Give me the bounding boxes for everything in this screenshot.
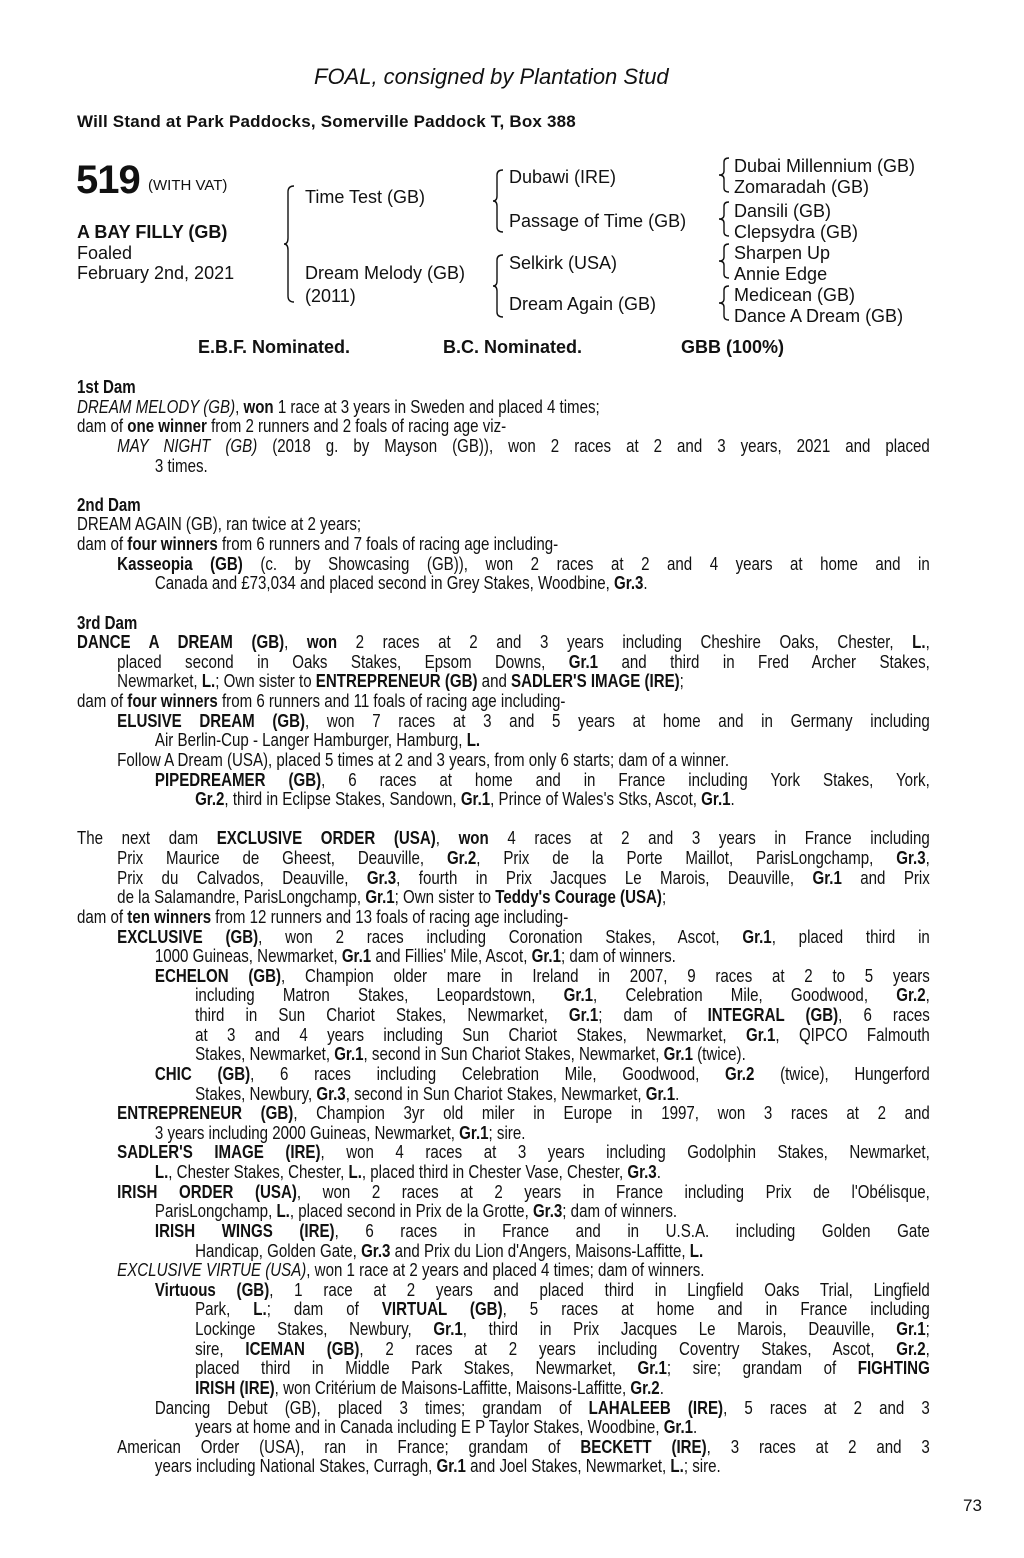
bold-text: VIRTUAL (GB) [381,1298,503,1320]
text-run: third in Sun Chariot Stakes, Newmarket, [195,1004,569,1025]
text-line [77,534,930,554]
text-run: , [925,631,930,653]
text-run: , Champion 3yr old miler in Europe in 1997, won 3 races at 2 and [293,1102,930,1124]
bold-text: Gr.1 [568,1004,599,1025]
bold-text: FIGHTING [857,1357,930,1379]
text-run: Stakes, Newbury, [195,1082,317,1104]
text-line [77,730,930,750]
text-run: , placed third in [771,925,930,947]
text-line [77,887,930,907]
bold-text: PIPEDREAMER (GB) [154,768,322,790]
text-line [77,985,930,1005]
bold-text: L. [466,729,481,751]
bold-text: LAHALEEB (IRE) [588,1396,724,1418]
text-run: Newmarket, [117,670,202,692]
pedigree-brace-1 [284,186,296,302]
text-line [77,770,930,790]
ebf-nomination: E.B.F. Nominated. [198,337,351,357]
bold-text: Virtuous (GB) [154,1278,270,1300]
bold-text: Gr.1 [365,886,395,908]
text-run: (twice). [692,1043,746,1065]
bold-text: one winner [127,415,207,437]
pedigree-brace-3b [719,201,731,237]
pedigree-sire-sire: Dubawi (IRE) [509,167,617,187]
stand-location: Will Stand at Park Paddocks, Somerville Paddock T, Box 388 [77,112,576,131]
pedigree-g3-ancestor: Clepsydra (GB) [734,222,859,242]
text-run: (twice), Hungerford [754,1062,930,1084]
text-run: Park, [195,1298,254,1320]
text-run: , 6 races including Celebration Mile, Goodwood, [250,1062,726,1084]
text-run: years at home and in Canada including E P Taylor Stakes, Woodbine, [195,1416,664,1438]
text-line [77,1339,930,1359]
pedigree-brace-3d [719,285,731,321]
text-line [77,436,930,456]
text-run: , won 4 races at 3 years including Godolphin Stakes, Newmarket, [320,1141,930,1163]
text-run: and Prix du Lion d'Angers, Maisons-Laffitte, [390,1239,690,1261]
text-run: ; Own sister to [215,670,316,692]
text-line [77,632,930,652]
text-line [77,848,930,868]
bold-text: Gr.1 [459,1121,489,1143]
text-run: ; Own sister to [394,886,496,908]
text-line [77,1025,930,1045]
bold-text: Gr.1 [812,866,842,888]
text-line [77,652,930,672]
pedigree-dam-dam: Dream Again (GB) [509,294,657,314]
text-line [77,1064,930,1084]
text-line [77,750,930,770]
bold-text: SADLER'S IMAGE (IRE) [511,670,680,692]
text-run: , [284,631,307,653]
text-run: . [675,1082,680,1104]
text-line [77,514,930,534]
text-run: Canada and £73,034 and placed second in Grey Stakes, Woodbine, [154,572,615,594]
bold-text: Gr.3 [316,1082,346,1104]
bold-text: IRISH ORDER (USA) [117,1180,297,1202]
text-run: dam of [77,415,128,437]
text-run: 3 years including 2000 Guineas, Newmarket, [154,1121,460,1143]
text-run: , Champion older mare in Ireland in 2007, 9 races at 2 to 5 years [281,964,930,986]
text-line [77,1456,930,1476]
text-run: and Prix [841,866,930,888]
text-run: 1000 Guineas, Newmarket, [154,945,342,967]
text-run: , 2 races at 2 years including Coventry Stakes, Ascot, [359,1337,897,1359]
bold-text: Gr.1 [563,984,594,1006]
text-line [77,1221,930,1241]
pedigree-brace-2b [493,255,505,317]
text-run: , second in Sun Chariot Stakes, Newmarket, [345,1082,646,1104]
bold-text: ICEMAN (GB) [245,1337,360,1359]
bold-text: ECHELON (GB) [154,964,282,986]
bold-text: Gr.1 [531,945,561,967]
text-line [77,1437,930,1457]
text-line [77,1142,930,1162]
text-line [77,1103,930,1123]
text-run: from 2 runners and 2 foals of racing age viz- [206,415,507,437]
text-line [77,907,930,927]
text-run: , 6 races [838,1004,930,1025]
text-run: ; [925,1318,930,1339]
text-run: ; sire. [488,1121,526,1143]
italic-text: MAY NIGHT (GB) [117,434,258,456]
text-run: DREAM AGAIN (GB), ran twice at 2 years; [77,513,362,535]
pedigree-g3-ancestor: Sharpen Up [734,243,831,263]
text-run: Dancing Debut (GB), placed 3 times; grandam of [154,1396,589,1418]
pedigree-dam-sire: Selkirk (USA) [509,253,618,273]
text-run: including Matron Stakes, Leopardstown, [195,984,564,1006]
text-run: from 6 runners and 7 foals of racing age including- [217,533,559,554]
vat-note: (WITH VAT) [148,177,228,194]
text-run: from 6 runners and 11 foals of racing age including- [217,690,566,711]
text-run: years including National Stakes, Curragh, [154,1455,437,1477]
text-line [77,397,930,417]
bold-text: L. [348,1161,362,1182]
text-run: The next dam [77,827,217,849]
text-run: , placed second in Prix de la Grotte, [289,1200,533,1222]
text-line [77,554,930,574]
text-line [77,1182,930,1202]
bold-text: Gr.1 [341,945,372,967]
bold-text: Gr.1 [436,1455,466,1477]
text-run: dam of [77,905,128,927]
text-line [77,573,930,593]
pedigree-g3-ancestor: Zomaradah (GB) [734,177,870,197]
bold-text: 2nd Dam [77,493,141,515]
text-run: dam of [77,690,128,711]
text-run: placed second in Oaks Stakes, Epsom Downs, [117,650,569,672]
text-run: de la Salamandre, ParisLongchamp, [117,886,366,908]
text-line [77,711,930,731]
bold-text: Gr.1 [645,1082,676,1104]
text-line [77,1123,930,1143]
pedigree-g3-ancestor: Dance A Dream (GB) [734,306,904,326]
text-run: , 5 races at home and in France including [502,1298,930,1320]
bold-text: CHIC (GB) [154,1062,251,1084]
text-run: , placed third in Chester Vase, Chester, [361,1161,628,1182]
text-run: ; dam of winners. [560,945,676,967]
text-run: dam of [77,533,128,554]
text-run: ; [661,886,667,908]
text-run: . [659,1376,664,1398]
text-line [77,1241,930,1261]
bold-text: ELUSIVE DREAM (GB) [117,709,306,731]
bold-text: Gr.1 [460,788,491,810]
text-line [77,456,930,476]
text-run: , won 2 races at 2 years in France including Prix de l'Obélisque, [296,1180,930,1202]
pedigree-brace-3a [719,157,731,193]
bold-text: Gr.3 [366,866,397,888]
text-run: Stakes, Newmarket, [195,1043,335,1065]
text-run: ParisLongchamp, [154,1200,277,1222]
catalogue-body-text [77,377,930,1476]
bold-text: Gr.2 [446,847,477,868]
bold-text: Gr.1 [637,1357,667,1379]
pedigree-dam-year: (2011) [305,286,356,306]
bold-text: BECKETT (IRE) [580,1435,707,1457]
text-run: ; sire; grandam of [666,1357,858,1379]
bold-text: 1st Dam [77,376,136,397]
bold-text: IRISH WINGS (IRE) [154,1219,335,1241]
gbb-status: GBB (100%) [681,337,785,357]
text-run: , won 1 race at 2 years and placed 4 times; dam of winners. [306,1259,705,1281]
text-run: . [643,572,648,594]
text-run: , [435,827,459,849]
text-line [77,789,930,809]
text-line [77,1005,930,1025]
text-line [77,1378,930,1398]
text-run: (c. by Showcasing (GB)), won 2 races at 2 and 4 years at home and in [242,552,930,574]
text-line [77,868,930,888]
bold-text: INTEGRAL (GB) [707,1004,839,1025]
bold-text: Gr.1 [896,1318,926,1339]
text-run: and Fillies' Mile, Ascot, [371,945,532,967]
foaled-date: February 2nd, 2021 [77,263,235,283]
text-run: 4 races at 2 and 3 years in France including [488,827,930,849]
text-line [77,927,930,947]
text-run: , fourth in Prix Jacques Le Marois, Deauville, [396,866,813,888]
pedigree-dam: Dream Melody (GB) [305,263,466,283]
bold-text: L. [253,1298,267,1320]
bold-text: EXCLUSIVE (GB) [117,925,259,947]
text-run: , 1 race at 2 years and placed third in Lingfield Oaks Trial, Lingfield [269,1278,930,1300]
bold-text: Gr.1 [568,650,599,672]
consignment-title: FOAL, consigned by Plantation Stud [314,64,669,89]
text-run: (2018 g. by Mayson (GB)), won 2 races at 2 and 3 years, 2021 and placed [257,434,930,456]
text-line [77,495,930,515]
text-run: American Order (USA), ran in France; grandam of [117,1435,581,1457]
text-run: ; sire. [683,1455,721,1477]
bold-text: L. [201,670,216,692]
text-line [77,1280,930,1300]
bc-nomination: B.C. Nominated. [443,337,583,357]
bold-text: 3rd Dam [77,611,138,633]
pedigree-g3-ancestor: Dansili (GB) [734,201,832,221]
bold-text: Teddy's Courage (USA) [495,886,662,908]
bold-text: Gr.1 [334,1043,364,1065]
bold-text: L. [689,1239,704,1261]
text-run: 2 races at 2 and 3 years including Cheshire Oaks, Chester, [337,631,913,653]
pedigree-brace-3c [719,243,731,279]
text-line [77,613,930,633]
text-run: , Celebration Mile, Goodwood, [593,984,897,1006]
bold-text: Gr.1 [433,1318,463,1339]
text-run: , 5 races at 2 and 3 [723,1396,930,1418]
bold-text: L. [670,1455,684,1477]
text-run: from 12 runners and 13 foals of racing age including- [211,905,569,927]
text-line [77,691,930,711]
text-line [77,1201,930,1221]
text-line [77,1319,930,1339]
bold-text: Gr.1 [663,1416,694,1438]
text-line [77,1162,930,1182]
text-line [77,1358,930,1378]
bold-text: EXCLUSIVE ORDER (USA) [216,827,436,849]
text-run: and [477,670,512,692]
text-run: ; dam of [598,1004,708,1025]
text-line [77,966,930,986]
bold-text: Gr.2 [725,1062,755,1084]
text-run: Prix Maurice de Gheest, Deauville, [117,847,447,868]
text-run: , third in Eclipse Stakes, Sandown, [224,788,461,810]
text-line [77,1398,930,1418]
bold-text: ENTREPRENEUR (GB) [315,670,478,692]
bold-text: Gr.1 [701,788,731,810]
text-run: , won 7 races at 3 and 5 years at home and in Germany including [305,709,930,731]
bold-text: Kasseopia (GB) [117,552,243,574]
bold-text: won [458,827,489,849]
text-run: sire, [195,1337,246,1359]
text-run: , Prix de la Porte Maillot, ParisLongchamp, [476,847,897,868]
text-run: and Joel Stakes, Newmarket, [465,1455,671,1477]
bold-text: DANCE A DREAM (GB) [77,631,285,653]
bold-text: Gr.3 [627,1161,657,1182]
text-run: placed third in Middle Park Stakes, Newmarket, [195,1357,638,1379]
italic-text: DREAM MELODY (GB) [77,395,236,417]
foaled-label: Foaled [77,243,133,263]
text-line [77,671,930,691]
text-line [77,1044,930,1064]
pedigree-g3-ancestor: Annie Edge [734,264,828,284]
pedigree-sire: Time Test (GB) [305,187,426,207]
text-run: Air Berlin-Cup - Langer Hamburger, Hamburg, [154,729,467,751]
text-line [77,1417,930,1437]
text-run: , [925,1337,930,1359]
lot-number: 519 [76,158,140,202]
text-run: , 6 races at home and in France including York Stakes, York, [321,768,930,790]
pedigree-sire-dam: Passage of Time (GB) [509,211,687,231]
text-line [77,377,930,397]
text-line [77,946,930,966]
paragraph-gap [77,593,930,613]
text-run: , second in Sun Chariot Stakes, Newmarket, [363,1043,664,1065]
bold-text: Gr.2 [896,1337,926,1359]
bold-text: won [306,631,338,653]
bold-text: Gr.2 [630,1376,660,1398]
text-run: 3 times. [154,454,208,476]
bold-text: Gr.3 [361,1239,391,1261]
text-run: , 3 races at 2 and 3 [706,1435,930,1457]
text-run: Follow A Dream (USA), placed 5 times at 2 and 3 years, from only 6 starts; dam of a winner. [117,748,730,770]
bold-text: Gr.2 [896,984,926,1006]
text-run: 1 race at 3 years in Sweden and placed 4 times; [273,395,600,417]
text-run: , Prince of Wales's Stks, Ascot, [490,788,702,810]
text-run: . [693,1416,698,1438]
text-run: ; [679,670,684,692]
text-run: Handicap, Golden Gate, [195,1239,362,1261]
bold-text: L. [154,1161,169,1182]
bold-text: Gr.1 [663,1043,693,1065]
text-run: . [730,788,735,810]
text-line [77,1260,930,1280]
bold-text: Gr.1 [746,1023,776,1045]
bold-text: L. [276,1200,290,1222]
text-run: , [925,847,930,868]
pedigree-brace-2a [493,170,505,232]
bold-text: four winners [127,690,218,711]
bold-text: L. [912,631,926,653]
bold-text: Gr.2 [195,788,225,810]
paragraph-gap [77,475,930,495]
pedigree-g3-ancestor: Medicean (GB) [734,285,856,305]
bold-text: SADLER'S IMAGE (IRE) [117,1141,321,1163]
bold-text: ENTREPRENEUR (GB) [117,1102,294,1124]
text-line [77,1299,930,1319]
page-number: 73 [963,1496,982,1515]
text-line [77,1084,930,1104]
text-run: , Chester Stakes, Chester, [168,1161,349,1182]
bold-text: Gr.3 [532,1200,563,1222]
text-run: , [235,395,244,417]
bold-text: ten winners [127,905,212,927]
text-run: and third in Fred Archer Stakes, [598,650,930,672]
text-run: , 6 races in France and in U.S.A. including Golden Gate [334,1219,930,1241]
text-run: , won 2 races including Coronation Stakes, Ascot, [258,925,743,947]
text-run: , QIPCO Falmouth [775,1023,930,1045]
text-run: at 3 and 4 years including Sun Chariot Stakes, Newmarket, [195,1023,747,1045]
text-run: , third in Prix Jacques Le Marois, Deauville, [462,1318,897,1339]
text-run: , won Critérium de Maisons-Laffitte, Maisons-Laffitte, [274,1376,631,1398]
bold-text: Gr.3 [896,847,926,868]
text-run: Lockinge Stakes, Newbury, [195,1318,434,1339]
bold-text: Gr.3 [614,572,644,594]
text-run: ; dam of winners. [562,1200,678,1222]
horse-description: A BAY FILLY (GB) [77,222,228,242]
text-run: . [656,1161,661,1182]
paragraph-gap [77,809,930,829]
text-run: ; dam of [266,1298,382,1320]
text-run: Prix du Calvados, Deauville, [117,866,367,888]
bold-text: IRISH (IRE) [195,1376,275,1398]
text-line [77,828,930,848]
text-run: , [925,984,930,1006]
italic-text: EXCLUSIVE VIRTUE (USA) [117,1259,307,1281]
text-line [77,416,930,436]
bold-text: Gr.1 [742,925,772,947]
pedigree-g3-ancestor: Dubai Millennium (GB) [734,156,916,176]
bold-text: four winners [127,533,218,554]
bold-text: won [243,395,274,417]
